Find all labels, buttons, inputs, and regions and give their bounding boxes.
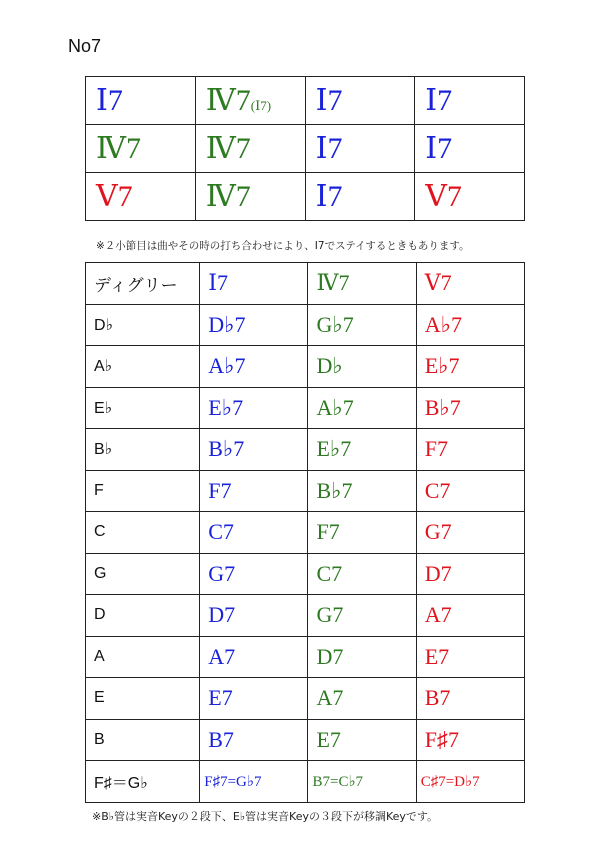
key-cell: A bbox=[86, 636, 200, 678]
degree-row bbox=[86, 429, 525, 471]
i7-cell: G7 bbox=[200, 553, 308, 595]
v7-cell: E♭7 bbox=[416, 346, 524, 388]
i7-cell: B♭7 bbox=[200, 429, 308, 471]
key-cell: D♭ bbox=[86, 304, 200, 346]
v7-cell: C♯7=D♭7 bbox=[416, 761, 524, 803]
progression-cell bbox=[415, 125, 525, 173]
v7-cell: B♭7 bbox=[416, 387, 524, 429]
i7-cell: E7 bbox=[200, 678, 308, 720]
key-cell: E♭ bbox=[86, 387, 200, 429]
i7-cell: C7 bbox=[200, 512, 308, 554]
progression-cell bbox=[305, 77, 415, 125]
degree-header-row bbox=[86, 263, 525, 305]
iv7-cell: G♭7 bbox=[308, 304, 416, 346]
progression-cell bbox=[415, 173, 525, 221]
v7-cell: F7 bbox=[416, 429, 524, 471]
degree-row bbox=[86, 595, 525, 637]
i7-cell: A♭7 bbox=[200, 346, 308, 388]
i7-cell: D7 bbox=[200, 595, 308, 637]
iv7-cell: E♭7 bbox=[308, 429, 416, 471]
iv7-cell: F7 bbox=[308, 512, 416, 554]
header-iv7: Ⅳ7 bbox=[308, 263, 416, 305]
key-cell: E bbox=[86, 678, 200, 720]
iv7-cell: E7 bbox=[308, 719, 416, 761]
i7-cell: F♯7=G♭7 bbox=[200, 761, 308, 803]
progression-cell bbox=[195, 125, 305, 173]
key-cell: D bbox=[86, 595, 200, 637]
key-cell: B♭ bbox=[86, 429, 200, 471]
i7-cell: E♭7 bbox=[200, 387, 308, 429]
chord-label: Ⅰ7 bbox=[425, 84, 453, 117]
key-cell: G bbox=[86, 553, 200, 595]
iv7-cell: B7=C♭7 bbox=[308, 761, 416, 803]
i7-cell: F7 bbox=[200, 470, 308, 512]
degree-row bbox=[86, 761, 525, 803]
degree-row bbox=[86, 636, 525, 678]
v7-cell: A7 bbox=[416, 595, 524, 637]
iv7-cell: A♭7 bbox=[308, 387, 416, 429]
chord-label: Ⅰ7 bbox=[315, 84, 343, 117]
chord-label: Ⅰ7 bbox=[96, 84, 123, 117]
progression-cell bbox=[415, 77, 525, 125]
i7-cell: A7 bbox=[200, 636, 308, 678]
stay-note: ※２小節目は曲やその時の打ち合わせにより、Ⅰ7でステイするときもあります。 bbox=[96, 240, 470, 252]
v7-cell: G7 bbox=[416, 512, 524, 554]
iv7-cell: D♭ bbox=[308, 346, 416, 388]
progression-row bbox=[86, 125, 525, 173]
chord-label: Ⅴ7 bbox=[425, 180, 462, 213]
progression-row bbox=[86, 77, 525, 125]
chord-label: Ⅳ7 bbox=[205, 132, 251, 165]
key-cell: A♭ bbox=[86, 346, 200, 388]
iv7-cell: A7 bbox=[308, 678, 416, 720]
chord-label: Ⅳ7 bbox=[205, 84, 251, 117]
degree-row bbox=[86, 553, 525, 595]
iv7-cell: B♭7 bbox=[308, 470, 416, 512]
degree-row bbox=[86, 678, 525, 720]
key-cell: F♯＝G♭ bbox=[86, 761, 200, 803]
progression-cell bbox=[195, 77, 305, 125]
degree-table bbox=[85, 262, 525, 803]
progression-cell bbox=[195, 173, 305, 221]
degree-header-label: ディグリー bbox=[86, 263, 200, 305]
v7-cell: A♭7 bbox=[416, 304, 524, 346]
v7-cell: C7 bbox=[416, 470, 524, 512]
key-cell: F bbox=[86, 470, 200, 512]
degree-row bbox=[86, 512, 525, 554]
progression-cell bbox=[86, 173, 196, 221]
chord-label: Ⅳ7 bbox=[96, 132, 141, 165]
progression-cell bbox=[305, 125, 415, 173]
header-i7: Ⅰ7 bbox=[200, 263, 308, 305]
page-number: No7 bbox=[68, 36, 102, 56]
v7-cell: D7 bbox=[416, 553, 524, 595]
key-cell: B bbox=[86, 719, 200, 761]
progression-cell bbox=[305, 173, 415, 221]
degree-row bbox=[86, 719, 525, 761]
transposition-note: ※B♭管は実音Keyの２段下、E♭管は実音Keyの３段下が移調Keyです。 bbox=[92, 810, 439, 823]
v7-cell: F♯7 bbox=[416, 719, 524, 761]
iv7-cell: G7 bbox=[308, 595, 416, 637]
progression-row bbox=[86, 173, 525, 221]
iv7-cell: D7 bbox=[308, 636, 416, 678]
degree-row bbox=[86, 470, 525, 512]
progression-cell bbox=[86, 125, 196, 173]
chord-progression-grid bbox=[85, 76, 525, 221]
v7-cell: E7 bbox=[416, 636, 524, 678]
chord-label: Ⅰ7 bbox=[425, 132, 453, 165]
key-cell: C bbox=[86, 512, 200, 554]
v7-cell: B7 bbox=[416, 678, 524, 720]
chord-label: Ⅴ7 bbox=[96, 180, 133, 213]
degree-row bbox=[86, 387, 525, 429]
chord-label: Ⅰ7 bbox=[315, 180, 343, 213]
chord-alt-label: (Ⅰ7) bbox=[250, 98, 272, 113]
progression-cell bbox=[86, 77, 196, 125]
chord-label: Ⅳ7 bbox=[205, 180, 251, 213]
header-v7: Ⅴ7 bbox=[416, 263, 524, 305]
iv7-cell: C7 bbox=[308, 553, 416, 595]
chord-label: Ⅰ7 bbox=[315, 132, 343, 165]
i7-cell: B7 bbox=[200, 719, 308, 761]
i7-cell: D♭7 bbox=[200, 304, 308, 346]
degree-row bbox=[86, 304, 525, 346]
degree-row bbox=[86, 346, 525, 388]
